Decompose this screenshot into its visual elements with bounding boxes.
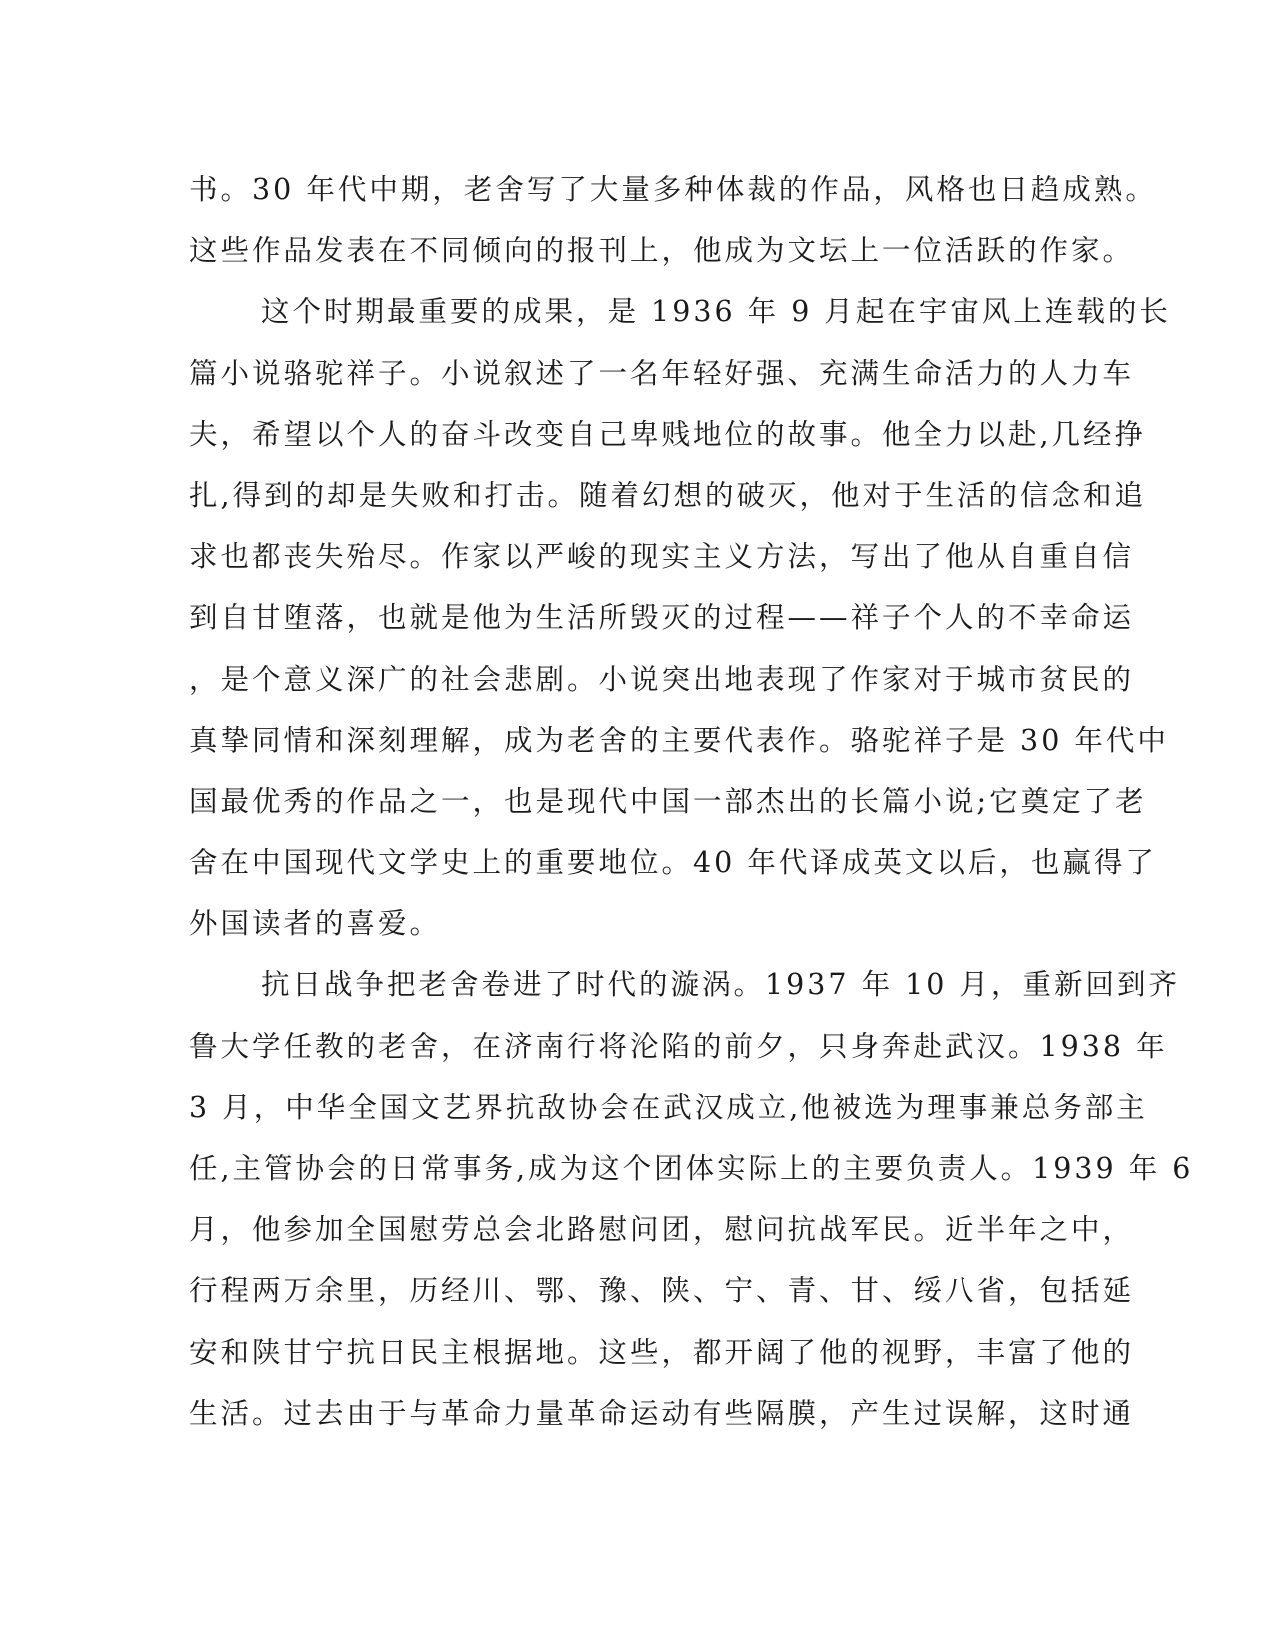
paragraph-first-line: 这个时期最重要的成果，是 1936 年 9 月起在宇宙风上连载的长 <box>261 295 1171 329</box>
text-line: 月，他参加全国慰劳总会北路慰问团，慰问抗战军民。近半年之中， <box>189 1213 1135 1247</box>
text-line: 求也都丧失殆尽。作家以严峻的现实主义方法，写出了他从自重自信 <box>189 540 1135 574</box>
body-text <box>189 159 1194 1444</box>
text-line: 3 月，中华全国文艺界抗敌协会在武汉成立,他被选为理事兼总务部主 <box>189 1090 1148 1124</box>
text-line: 夫，希望以个人的奋斗改变自己卑贱地位的故事。他全力以赴,几经挣 <box>189 417 1147 451</box>
text-line: 真挚同情和深刻理解，成为老舍的主要代表作。骆驼祥子是 30 年代中 <box>189 723 1169 757</box>
text-line: 扎,得到的却是失败和打击。随着幻想的破灭，他对于生活的信念和追 <box>189 478 1147 512</box>
text-line: 书。30 年代中期，老舍写了大量多种体裁的作品，风格也日趋成熟。 <box>189 173 1157 206</box>
text-line: 篇小说骆驼祥子。小说叙述了一名年轻好强、充满生命活力的人力车 <box>189 356 1135 390</box>
text-line: 行程两万余里，历经川、鄂、豫、陕、宁、青、甘、绥八省，包括延 <box>189 1274 1135 1308</box>
text-line: 到自甘堕落，也就是他为生活所毁灭的过程——祥子个人的不幸命运 <box>189 601 1135 635</box>
text-line: 安和陕甘宁抗日民主根据地。这些，都开阔了他的视野，丰富了他的 <box>189 1335 1135 1369</box>
text-line: 任,主管协会的日常事务,成为这个团体实际上的主要负责人。1939 年 6 <box>189 1152 1194 1185</box>
text-line: 生活。过去由于与革命力量革命运动有些隔膜，产生过误解，这时通 <box>189 1396 1135 1430</box>
paragraph-first-line: 抗日战争把老舍卷进了时代的漩涡。1937 年 10 月，重新回到齐 <box>261 968 1180 1002</box>
text-line: 鲁大学任教的老舍，在济南行将沦陷的前夕，只身奔赴武汉。1938 年 <box>189 1029 1168 1063</box>
text-line: 舍在中国现代文学史上的重要地位。40 年代译成英文以后，也赢得了 <box>189 846 1157 880</box>
text-line: ，是个意义深广的社会悲剧。小说突出地表现了作家对于城市贫民的 <box>189 662 1135 696</box>
text-line: 国最优秀的作品之一，也是现代中国一部杰出的长篇小说;它奠定了老 <box>189 784 1147 818</box>
text-line: 外国读者的喜爱。 <box>189 907 442 941</box>
text-line: 这些作品发表在不同倾向的报刊上，他成为文坛上一位活跃的作家。 <box>189 234 1135 268</box>
